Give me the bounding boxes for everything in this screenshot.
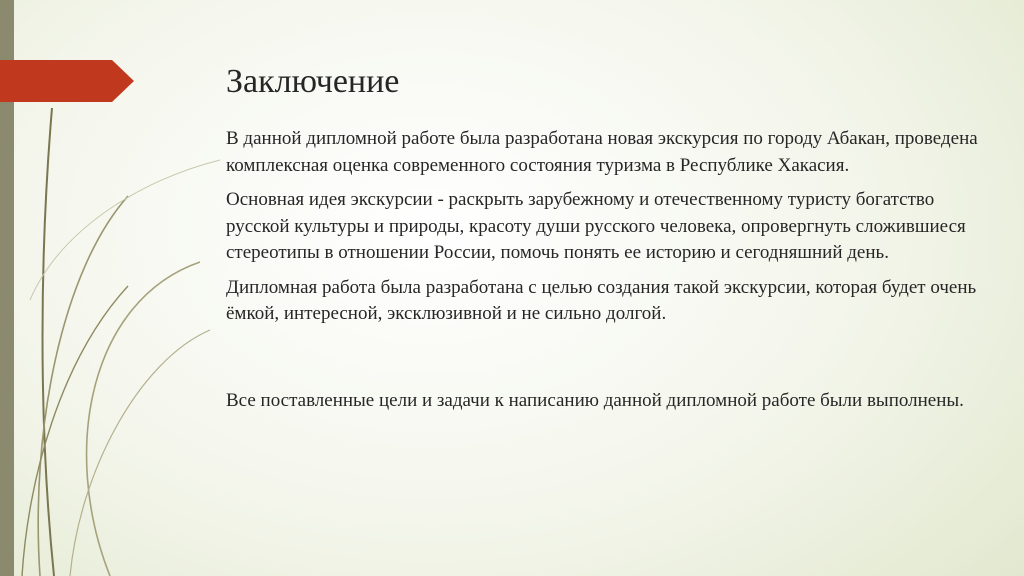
red-arrow-tab: [0, 60, 134, 102]
paragraph: В данной дипломной работе была разработана новая экскурсия по городу Абакан, проведена комплексная оценка современного состояния туризма в Республике Хакасия.: [226, 128, 978, 176]
paragraph: Все поставленные цели и задачи к написанию данной дипломной работе были выполнены.: [226, 389, 964, 411]
slide-body: [226, 126, 986, 422]
paragraph: Дипломная работа была разработана с целью создания такой экскурсии, которая будет очень ёмкой, интересной, эксклюзивной и не сильно долгой.: [226, 276, 977, 324]
paragraph: Основная идея экскурсии - раскрыть зарубежному и отечественному туристу богатство русской культуры и природы, красоту души русского человека, опровергнуть сложившиеся стереотипы в отношении России, помочь понять ее историю и сегодняшний день.: [226, 189, 966, 263]
slide-title: Заключение: [226, 63, 400, 100]
